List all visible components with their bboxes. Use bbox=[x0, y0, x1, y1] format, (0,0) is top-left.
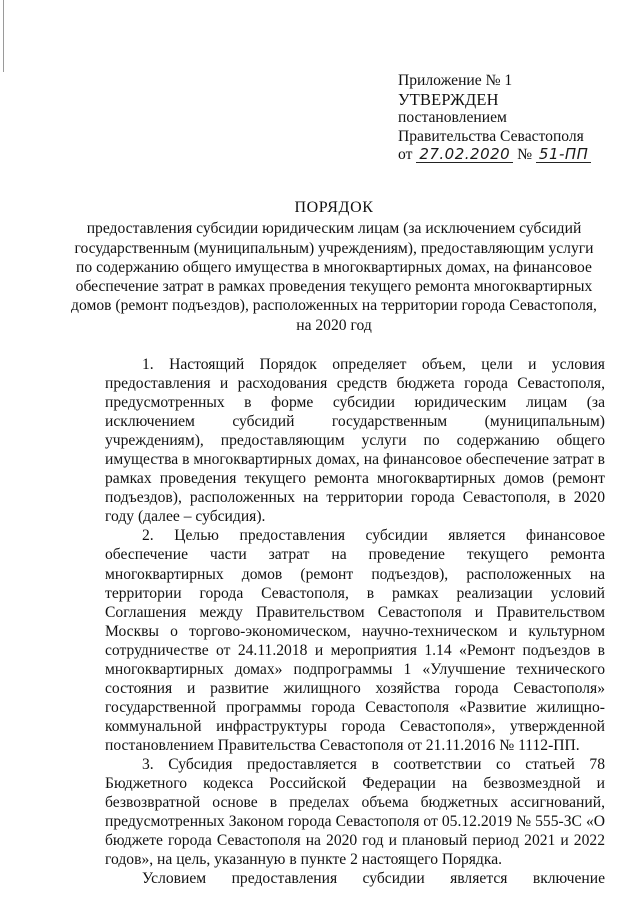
document-header bbox=[70, 198, 598, 335]
scan-edge-line bbox=[3, 0, 4, 72]
date-prefix: от bbox=[398, 146, 413, 163]
decree-label: постановлением bbox=[398, 109, 507, 126]
authority-label: Правительства Севастополя bbox=[398, 127, 584, 145]
document-subtitle: предоставления субсидии юридическим лицам (за исключением субсидий государственным (муниципальным) учреждениям), предоставляющим услуги по содержанию общего имущества в многоквартирных домах, на финансовое обеспечение затрат в рамках проведения текущего ремонта многоквартирных домов (ремонт подъездов), расположенных на территории города Севастополя, на 2020 год bbox=[71, 220, 597, 334]
document-title: ПОРЯДОК bbox=[294, 199, 374, 216]
number-prefix: № bbox=[517, 146, 532, 163]
handwritten-date: 27.02.2020 bbox=[416, 146, 513, 163]
paragraph-1: 1. Настоящий Порядок определяет объем, цели и условия предоставления и расходования средств бюджета города Севастополя, предусмотренных в форме субсидии юридическим лицам (за исключением субсидий государственным (муниципальным) учреждениям), предоставляющим услуги по содержанию общего имущества в многоквартирных домах, на финансовое обеспечение затрат в рамках проведения текущего ремонта многоквартирных домов (ремонт подъездов), расположенных на территории города Севастополя, в 2020 году (далее – субсидия). bbox=[105, 356, 605, 526]
decree-date-line bbox=[398, 146, 623, 165]
paragraph-4: Условием предоставления субсидии является включение bbox=[142, 870, 605, 888]
document-body bbox=[105, 355, 605, 888]
appendix-label: Приложение № 1 bbox=[398, 72, 513, 89]
approved-label: УТВЕРЖДЕН bbox=[398, 89, 499, 109]
paragraph-2: 2. Целью предоставления субсидии является финансовое обеспечение части затрат на проведение текущего ремонта многоквартирных домов (ремонт подъездов), расположенных на территории города Севастополя, в рамках реализации условий Соглашения между Правительством Севастополя и Правительством Москвы о торгово-экономическом, научно-техническом и культурном сотрудничестве от 24.11.2018 и мероприятия 1.14 «Ремонт подъездов в многоквартирных домах» подпрограммы 1 «Улучшение технического состояния и развитие жилищного хозяйства города Севастополя» государственной программы города Севастополя «Развитие жилищно-коммунальной инфраструктуры города Севастополя», утвержденной постановлением Правительства Севастополя от 21.11.2016 № 1112-ПП. bbox=[105, 527, 605, 754]
paragraph-3: 3. Субсидия предоставляется в соответствии со статьей 78 Бюджетного кодекса Российской Федерации на безвозмездной и безвозвратной основе в пределах объема бюджетных ассигнований, предусмотренных Законом города Севастополя от 05.12.2019 № 555-ЗС «О бюджете города Севастополя на 2020 год и плановый период 2021 и 2022 годов», на цель, указанную в пункте 2 настоящего Порядка. bbox=[105, 755, 605, 869]
handwritten-number: 51-ПП bbox=[536, 146, 592, 163]
approval-block bbox=[398, 72, 623, 165]
